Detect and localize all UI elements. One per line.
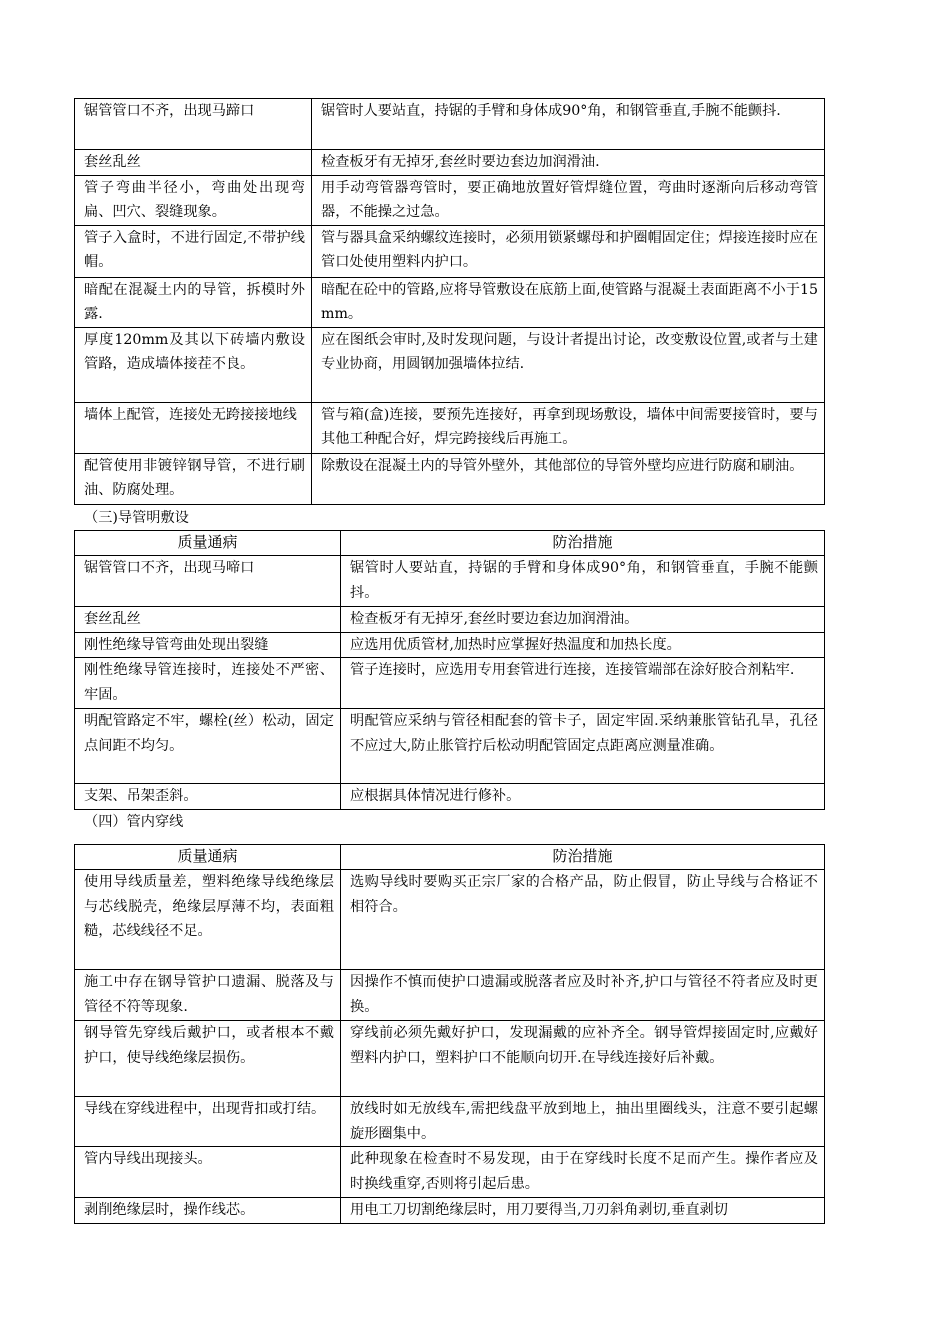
problem-cell: 钢导管先穿线后戴护口，或者根本不戴护口，使导线绝缘层损伤。: [75, 1021, 341, 1097]
column-header-measure: 防治措施: [341, 845, 825, 870]
measure-cell: 管子连接时，应选用专用套管进行连接，连接管端部在涂好胶合剂粘牢.: [341, 658, 825, 709]
table-row: [75, 970, 825, 1021]
measure-cell: 应在图纸会审时,及时发现问题，与设计者提出讨论，改变敷设位置,或者与土建专业协商，用圆钢加强墙体拉结.: [312, 327, 825, 402]
measure-cell: 检查板牙有无掉牙,套丝时要边套边加润滑油。: [341, 607, 825, 633]
problem-cell: 明配管路定不牢，螺栓(丝）松动，固定点间距不均匀。: [75, 709, 341, 784]
measure-cell: 检查板牙有无掉牙,套丝时要边套边加润滑油.: [312, 150, 825, 176]
table-row: [75, 453, 825, 504]
table-row: [75, 784, 825, 810]
measure-cell: 应选用优质管材,加热时应掌握好热温度和加热长度。: [341, 632, 825, 658]
table-header-row: [75, 531, 825, 556]
problem-cell: 锯管管口不齐，出现马蹄口: [75, 99, 312, 150]
problem-cell: 墙体上配管，连接处无跨接接地线: [75, 402, 312, 453]
table-row: [75, 150, 825, 176]
quality-table-conduit-concealed: [74, 98, 825, 505]
measure-cell: 用手动弯管器弯管时，要正确地放置好管焊缝位置，弯曲时逐渐向后移动弯管器，不能操之过急。: [312, 175, 825, 225]
problem-cell: 施工中存在钢导管护口遗漏、脱落及与管径不符等现象.: [75, 970, 341, 1021]
table-row: [75, 277, 825, 327]
problem-cell: 支架、吊架歪斜。: [75, 784, 341, 810]
table-row: [75, 632, 825, 658]
problem-cell: 刚性绝缘导管连接时，连接处不严密、牢固。: [75, 658, 341, 709]
table-row: [75, 1021, 825, 1097]
table-row: [75, 607, 825, 633]
quality-table-conduit-exposed: [74, 530, 825, 810]
measure-cell: 此种现象在检查时不易发现，由于在穿线时长度不足而产生。操作者应及时换线重穿,否则将引起后患。: [341, 1147, 825, 1198]
column-header-measure: 防治措施: [341, 531, 825, 556]
column-header-problem: 质量通病: [75, 531, 341, 556]
problem-cell: 锯管管口不齐，出现马啼口: [75, 556, 341, 607]
table-row: [75, 1198, 825, 1224]
section-heading: （三)导管明敷设: [84, 510, 189, 526]
problem-cell: 管子弯曲半径小，弯曲处出现弯扁、凹穴、裂缝现象。: [75, 175, 312, 225]
table-row: [75, 99, 825, 150]
measure-cell: 管与箱(盒)连接，要预先连接好，再拿到现场敷设，墙体中间需要接管时，要与其他工种配合好，焊完跨接线后再施工。: [312, 402, 825, 453]
measure-cell: 锯管时人要站直，持锯的手臂和身体成90°角，和钢管垂直，手腕不能颤抖。: [341, 556, 825, 607]
problem-cell: 套丝乱丝: [75, 150, 312, 176]
table-header-row: [75, 845, 825, 870]
table-row: [75, 556, 825, 607]
problem-cell: 配管使用非镀锌钢导管，不进行刷油、防腐处理。: [75, 453, 312, 504]
problem-cell: 套丝乱丝: [75, 607, 341, 633]
measure-cell: 因操作不慎而使护口遗漏或脱落者应及时补齐,护口与管径不符者应及时更换。: [341, 970, 825, 1021]
table-row: [75, 709, 825, 784]
measure-cell: 选购导线时要购买正宗厂家的合格产品，防止假冒，防止导线与合格证不相符合。: [341, 870, 825, 970]
problem-cell: 刚性绝缘导管弯曲处现出裂缝: [75, 632, 341, 658]
measure-cell: 明配管应采纳与管径相配套的管卡子，固定牢固.采纳兼胀管钻孔旱，孔径不应过大,防止胀管拧后松动明配管固定点距离应测量准确。: [341, 709, 825, 784]
table-row: [75, 327, 825, 402]
table-row: [75, 225, 825, 277]
problem-cell: 厚度120mm及其以下砖墙内敷设管路，造成墙体接茬不良。: [75, 327, 312, 402]
problem-cell: 管内导线出现接头。: [75, 1147, 341, 1198]
measure-cell: 穿线前必须先戴好护口，发现漏戴的应补齐全。钢导管焊接固定时,应戴好塑料内护口，塑料护口不能顺向切开.在导线连接好后补戴。: [341, 1021, 825, 1097]
quality-table-wire-threading: [74, 844, 825, 1224]
table-row: [75, 175, 825, 225]
measure-cell: 应根据具体情况进行修补。: [341, 784, 825, 810]
problem-cell: 暗配在混凝土内的导管，拆模时外露.: [75, 277, 312, 327]
problem-cell: 导线在穿线进程中，出现背扣或打结。: [75, 1097, 341, 1147]
table-row: [75, 870, 825, 970]
measure-cell: 用电工刀切割绝缘层时，用刀要得当,刀刃斜角剥切,垂直剥切: [341, 1198, 825, 1224]
table-row: [75, 658, 825, 709]
measure-cell: 除敷设在混凝土内的导管外壁外，其他部位的导管外壁均应进行防腐和刷油。: [312, 453, 825, 504]
measure-cell: 放线时如无放线车,需把线盘平放到地上，抽出里圈线头，注意不要引起螺旋形圈集中。: [341, 1097, 825, 1147]
table-row: [75, 402, 825, 453]
section-heading: （四）管内穿线: [84, 814, 184, 830]
problem-cell: 管子入盒时，不进行固定,不带护线帽。: [75, 225, 312, 277]
problem-cell: 使用导线质量差，塑料绝缘导线绝缘层与芯线脱壳，绝缘层厚薄不均，表面粗糙，芯线线径不足。: [75, 870, 341, 970]
column-header-problem: 质量通病: [75, 845, 341, 870]
table-row: [75, 1097, 825, 1147]
measure-cell: 暗配在砼中的管路,应将导管敷设在底筋上面,使管路与混凝土表面距离不小于15mm。: [312, 277, 825, 327]
table-row: [75, 1147, 825, 1198]
measure-cell: 锯管时人要站直，持锯的手臂和身体成90°角，和钢管垂直,手腕不能颤抖.: [312, 99, 825, 150]
problem-cell: 剥削绝缘层时，操作线芯。: [75, 1198, 341, 1224]
measure-cell: 管与器具盒采纳螺纹连接时，必须用锁紧螺母和护圈帽固定住；焊接连接时应在管口处使用塑料内护口。: [312, 225, 825, 277]
